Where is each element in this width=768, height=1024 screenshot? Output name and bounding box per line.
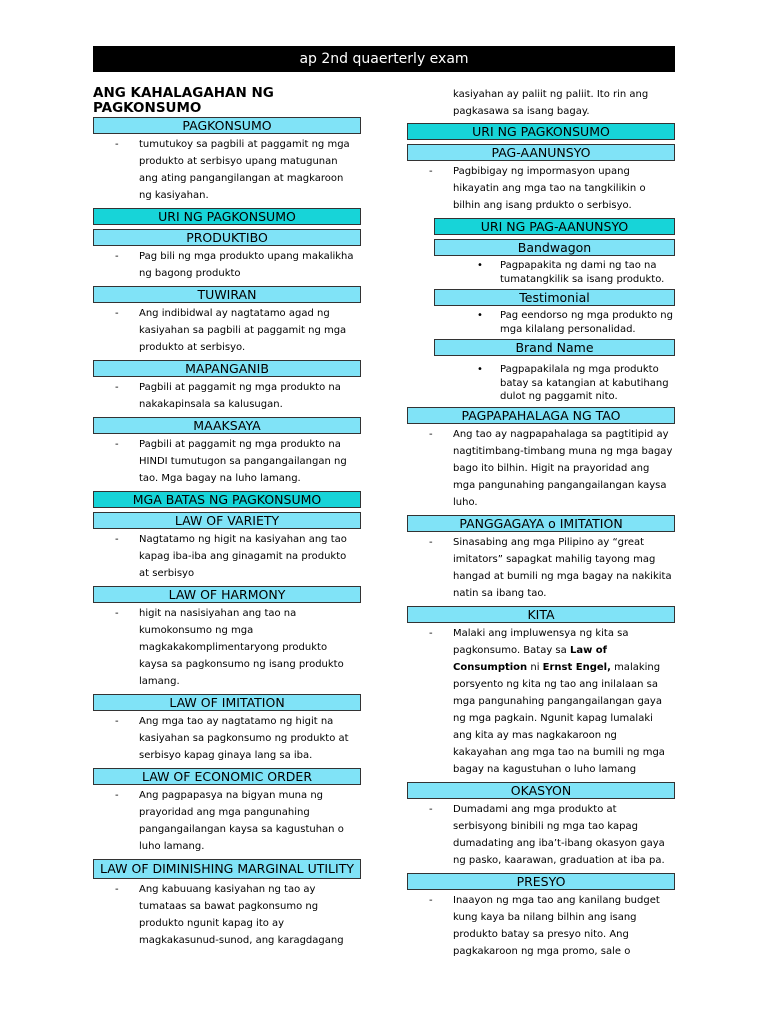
section-brand-name: Brand Name: [434, 339, 675, 356]
imitation-text: - Ang mga tao ay nagtatamo ng higit na kasiyahan sa pagkonsumo ng produkto at serbisyo kapag ginaya lang sa iba.: [93, 713, 361, 764]
pag-aanunsyo-text: - Pagbibigay ng impormasyon upang hikayatin ang mga tao na tangkilikin o bilhin ang isang prdukto o serbisyo.: [407, 163, 675, 214]
section-law-of-economic-order: LAW OF ECONOMIC ORDER: [93, 768, 361, 785]
produktibo-list: [93, 248, 361, 282]
presyo-list: [407, 892, 675, 960]
section-mga-batas: MGA BATAS NG PAGKONSUMO: [93, 491, 361, 508]
pagpapahalaga-text: - Ang tao ay nagpapahalaga sa pagtitipid ay nagtitimbang-timbang muna ng mga bagay bago ito bilhin. Higit na prayoridad ang mga pangunahing pangangailangan kaysa luho.: [407, 426, 675, 511]
pag-aanunsyo-list: [407, 163, 675, 214]
kita-list: [407, 625, 675, 778]
kita-text-c: malaking porsyento ng kita ng tao ang inilalaan sa mga pangunahing pangangailangan gaya ng mga pagkain. Ngunit kapag lumalaki ang kita ay mas nagkakaroon ng kakayahan ang mga tao na bumili ng mga bagay na kagustuhan o luho lamang: [453, 661, 665, 775]
section-pag-aanunsyo: PAG-AANUNSYO: [407, 144, 675, 161]
produktibo-text: - Pag bili ng mga produkto upang makalikha ng bagong produkto: [93, 248, 361, 282]
section-mapanganib: MAPANGANIB: [93, 360, 361, 377]
main-heading: ANG KAHALAGAHAN NG PAGKONSUMO: [93, 85, 274, 116]
bandwagon-text: • Pagpapakita ng dami ng tao na tumatangkilik sa isang produkto.: [407, 259, 675, 286]
mapanganib-text: - Pagbili at paggamit ng mga produkto na nakakapinsala sa kalusugan.: [93, 379, 361, 413]
section-panggagaya: PANGGAGAYA o IMITATION: [407, 515, 675, 532]
testimonial-list: [407, 309, 675, 336]
kita-text-b: ni: [527, 661, 543, 673]
section-law-of-harmony: LAW OF HARMONY: [93, 586, 361, 603]
maaksaya-text: - Pagbili at paggamit ng mga produkto na HINDI tumutugon sa pangangailangan ng tao. Mga bagay na luho lamang.: [93, 436, 361, 487]
section-testimonial: Testimonial: [434, 289, 675, 306]
continuation-text: kasiyahan ay paliit ng paliit. Ito rin ang pagkasawa sa isang bagay.: [453, 89, 649, 117]
economic-order-text: - Ang pagpapasya na bigyan muna ng prayoridad ang mga pangunahing pangangailangan kaysa sa kagustuhan o luho lamang.: [93, 787, 361, 855]
pagkonsumo-list: [93, 136, 361, 204]
section-okasyon: OKASYON: [407, 782, 675, 799]
harmony-text: - higit na nasisiyahan ang tao na kumokonsumo ng mga magkakakomplimentaryong produkto kaysa sa pagkonsumo ng isang produkto lamang.: [93, 605, 361, 690]
section-uri-ng-pagkonsumo-right: URI NG PAGKONSUMO: [407, 123, 675, 140]
variety-list: [93, 531, 361, 582]
kita-text: [407, 625, 675, 778]
economic-order-list: [93, 787, 361, 855]
section-law-of-imitation: LAW OF IMITATION: [93, 694, 361, 711]
section-presyo: PRESYO: [407, 873, 675, 890]
mapanganib-list: [93, 379, 361, 413]
harmony-list: [93, 605, 361, 690]
bandwagon-list: [407, 259, 675, 286]
left-column: [93, 86, 361, 953]
ernst-engel: Ernst Engel,: [542, 661, 611, 673]
imitation-list: [93, 713, 361, 764]
section-bandwagon: Bandwagon: [434, 239, 675, 256]
section-produktibo: PRODUKTIBO: [93, 229, 361, 246]
pagpapahalaga-list: [407, 426, 675, 511]
kita-text-a: Malaki ang impluwensya ng kita sa pagkonsumo. Batay sa: [453, 627, 629, 656]
okasyon-list: [407, 801, 675, 869]
section-law-of-variety: LAW OF VARIETY: [93, 512, 361, 529]
section-law-of-diminishing-marginal-utility: LAW OF DIMINISHING MARGINAL UTILITY: [93, 859, 361, 879]
panggagaya-list: [407, 534, 675, 602]
section-uri-ng-pag-aanunsyo: URI NG PAG-AANUNSYO: [434, 218, 675, 235]
diminishing-text: - Ang kabuuang kasiyahan ng tao ay tumataas sa bawat pagkonsumo ng produkto ngunit kapag ito ay magkakasunud-sunod, ang karagdagang: [93, 881, 361, 949]
tuwiran-text: - Ang indibidwal ay nagtatamo agad ng kasiyahan sa pagbili at paggamit ng mga produkto at serbisyo.: [93, 305, 361, 356]
presyo-text: - Inaayon ng mga tao ang kanilang budget kung kaya ba nilang bilhin ang isang produkto batay sa presyo nito. Ang pagkakaroon ng mga promo, sale o: [407, 892, 675, 960]
tuwiran-list: [93, 305, 361, 356]
brand-name-list: [407, 363, 675, 404]
document-title: ap 2nd quaerterly exam: [93, 46, 675, 72]
section-pagkonsumo: PAGKONSUMO: [93, 117, 361, 134]
variety-text: - Nagtatamo ng higit na kasiyahan ang tao kapag iba-iba ang ginagamit na produkto at serbisyo: [93, 531, 361, 582]
panggagaya-text: - Sinasabing ang mga Pilipino ay “great imitators” sapagkat mahilig tayong mag hangad at bumili ng mga bagay na nakikita natin sa ibang tao.: [407, 534, 675, 602]
diminishing-list: [93, 881, 361, 949]
section-uri-ng-pagkonsumo: URI NG PAGKONSUMO: [93, 208, 361, 225]
section-tuwiran: TUWIRAN: [93, 286, 361, 303]
section-maaksaya: MAAKSAYA: [93, 417, 361, 434]
section-pagpapahalaga-ng-tao: PAGPAPAHALAGA NG TAO: [407, 407, 675, 424]
brand-name-text: • Pagpapakilala ng mga produkto batay sa katangian at kabutihang dulot ng paggamit nito.: [407, 363, 675, 404]
okasyon-text: - Dumadami ang mga produkto at serbisyong binibili ng mga tao kapag dumadating ang iba’t-ibang okasyon gaya ng pasko, kaarawan, graduation at iba pa.: [407, 801, 675, 869]
testimonial-text: • Pag eendorso ng mga produkto ng mga kilalang personalidad.: [407, 309, 675, 336]
pagkonsumo-definition: - tumutukoy sa pagbili at paggamit ng mga produkto at serbisyo upang matugunan ang ating pangangilangan at magkaroon ng kasiyahan.: [93, 136, 361, 204]
right-column: [407, 86, 675, 964]
section-kita: KITA: [407, 606, 675, 623]
law-of-consumption: Law of Consumption: [453, 644, 608, 673]
maaksaya-list: [93, 436, 361, 487]
